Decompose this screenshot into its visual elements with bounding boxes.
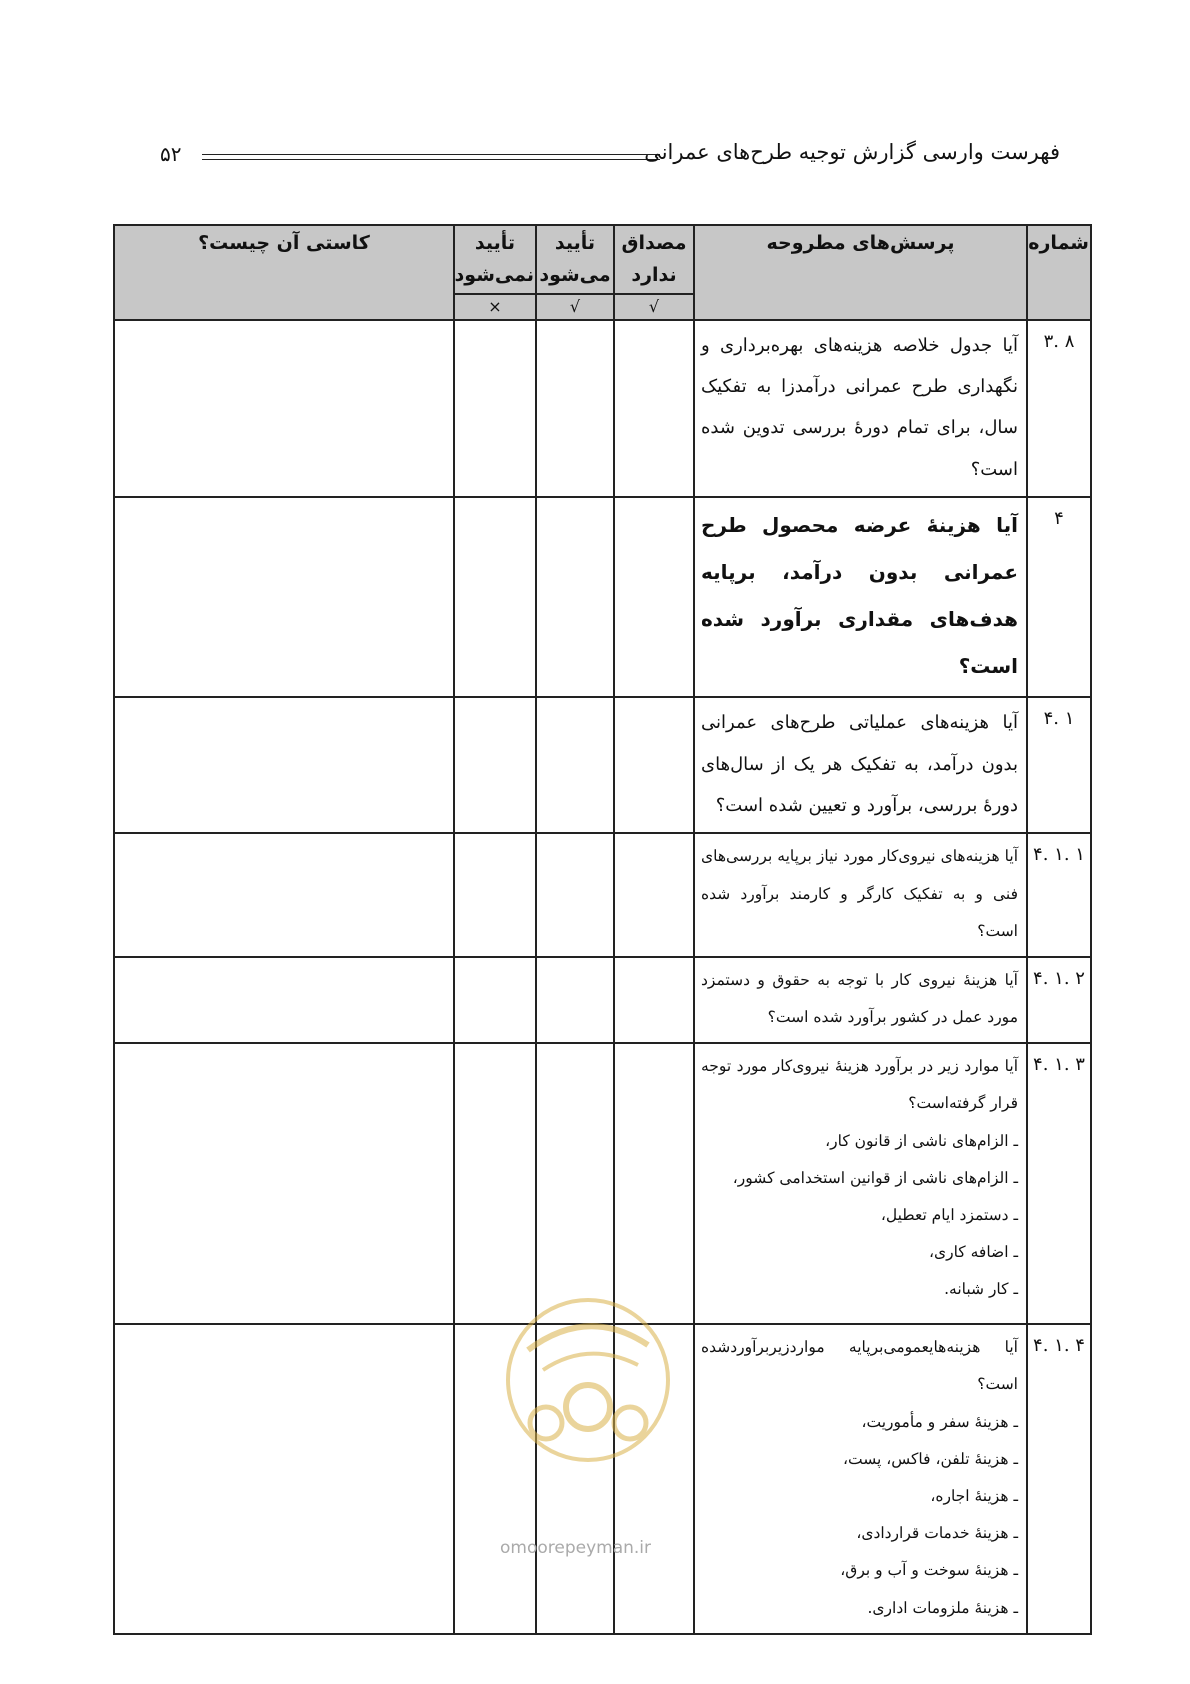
watermark-logo — [488, 1295, 688, 1465]
cell-not-applicable[interactable] — [614, 957, 694, 1043]
mark-not-approved: × — [454, 294, 536, 320]
list-item: ـ هزینهٔ تلفن، فاکس، پست، — [842, 1449, 1018, 1468]
cell-not-applicable[interactable] — [614, 697, 694, 833]
row-question-cell — [694, 1043, 1027, 1324]
row-question: آیا هزینهٔ عرضه محصول طرح عمرانی بدون درآمد، برپایه هدف‌های مقداری برآورد شده است؟ — [694, 497, 1027, 697]
cell-deficiency[interactable] — [114, 1043, 454, 1324]
cell-deficiency[interactable] — [114, 833, 454, 957]
row-question: آیا هزینهٔ نیروی کار با توجه به حقوق و دستمزد مورد عمل در کشور برآورد شده است؟ — [694, 957, 1027, 1043]
cell-approved[interactable] — [536, 320, 614, 498]
bullet-list — [701, 1123, 1018, 1309]
row-question: آیا هزینه‌های عملیاتی طرح‌های عمرانی بدون درآمد، به تفکیک هر یک از سال‌های دورهٔ بررسی، برآورد و تعیین شده است؟ — [694, 697, 1027, 833]
watermark-site: omoorepeyman.ir — [500, 1538, 652, 1558]
cell-approved[interactable] — [536, 833, 614, 957]
row-question: آیا هزینه‌هایعمومی‌برپایه مواردزیربرآوردشده است؟ — [701, 1338, 1018, 1394]
cell-not-applicable[interactable] — [614, 1043, 694, 1324]
cell-approved[interactable] — [536, 697, 614, 833]
cell-deficiency[interactable] — [114, 1324, 454, 1634]
row-number: ۸ .۳ — [1027, 320, 1091, 498]
row-question: آیا موارد زیر در برآورد هزینهٔ نیروی‌کار مورد توجه قرار گرفته‌است؟ — [701, 1057, 1018, 1113]
cell-deficiency[interactable] — [114, 320, 454, 498]
cell-deficiency[interactable] — [114, 497, 454, 697]
page-title: فهرست وارسی گزارش توجیه طرح‌های عمرانی — [644, 140, 1060, 164]
row-question: آیا جدول خلاصه هزینه‌های بهره‌برداری و نگهداری طرح عمرانی درآمدزا به تفکیک سال، برای تمام دورهٔ بررسی تدوین شده است؟ — [694, 320, 1027, 498]
cell-not-approved[interactable] — [454, 697, 536, 833]
table-row — [114, 497, 1091, 697]
list-item: ـ هزینهٔ خدمات قراردادی، — [856, 1524, 1018, 1543]
table-row — [114, 957, 1091, 1043]
header-rule — [202, 159, 660, 160]
cell-approved[interactable] — [536, 957, 614, 1043]
row-question: آیا هزینه‌های نیروی‌کار مورد نیاز برپایه بررسی‌های فنی و به تفکیک کارگر و کارمند برآورد شده است؟ — [694, 833, 1027, 957]
row-number: ۱ .۴ — [1027, 697, 1091, 833]
list-item: ـ کار شبانه. — [944, 1280, 1018, 1299]
row-number: ۲ .۱ .۴ — [1027, 957, 1091, 1043]
cell-deficiency[interactable] — [114, 697, 454, 833]
cell-approved[interactable] — [536, 497, 614, 697]
list-item: ـ دستمزد ایام تعطیل، — [880, 1206, 1018, 1225]
cell-not-approved[interactable] — [454, 833, 536, 957]
cell-deficiency[interactable] — [114, 957, 454, 1043]
row-number: ۳ .۱ .۴ — [1027, 1043, 1091, 1324]
list-item: ـ الزام‌های ناشی از قانون کار، — [825, 1131, 1018, 1150]
row-number: ۱ .۱ .۴ — [1027, 833, 1091, 957]
row-number: ۴ — [1027, 497, 1091, 697]
cell-approved[interactable] — [536, 1043, 614, 1324]
list-item: ـ هزینهٔ ملزومات اداری. — [867, 1598, 1018, 1617]
header-rule — [202, 154, 660, 155]
cell-not-approved[interactable] — [454, 320, 536, 498]
cell-not-applicable[interactable] — [614, 833, 694, 957]
page-number: ۵۲ — [160, 142, 182, 166]
list-item: ـ هزینهٔ سوخت و آب و برق، — [840, 1561, 1018, 1580]
mark-approved: √ — [536, 294, 614, 320]
cell-not-approved[interactable] — [454, 497, 536, 697]
cell-not-applicable[interactable] — [614, 497, 694, 697]
col-deficiency-header: کاستی آن چیست؟ — [114, 225, 454, 320]
page-header — [150, 138, 1060, 178]
table-row — [114, 320, 1091, 498]
table-row — [114, 833, 1091, 957]
list-item: ـ الزام‌های ناشی از قوانین استخدامی کشور، — [732, 1168, 1018, 1187]
table-row — [114, 1043, 1091, 1324]
col-not-approved-header: تأیید نمی‌شود — [454, 225, 536, 294]
cell-not-approved[interactable] — [454, 957, 536, 1043]
list-item: ـ اضافه کاری، — [928, 1243, 1018, 1262]
list-item: ـ هزینهٔ سفر و مأموریت، — [861, 1412, 1018, 1431]
mark-not-applicable: √ — [614, 294, 694, 320]
row-number: ۴ .۱ .۴ — [1027, 1324, 1091, 1634]
bullet-list — [701, 1404, 1018, 1627]
table-row — [114, 697, 1091, 833]
cell-not-applicable[interactable] — [614, 320, 694, 498]
row-question-cell — [694, 1324, 1027, 1634]
list-item: ـ هزینهٔ اجاره، — [930, 1487, 1018, 1506]
col-not-applicable-header: مصداق ندارد — [614, 225, 694, 294]
col-approved-header: تأیید می‌شود — [536, 225, 614, 294]
col-questions-header: پرسش‌های مطروحه — [694, 225, 1027, 320]
cell-not-approved[interactable] — [454, 1043, 536, 1324]
col-number-header: شماره — [1027, 225, 1091, 320]
